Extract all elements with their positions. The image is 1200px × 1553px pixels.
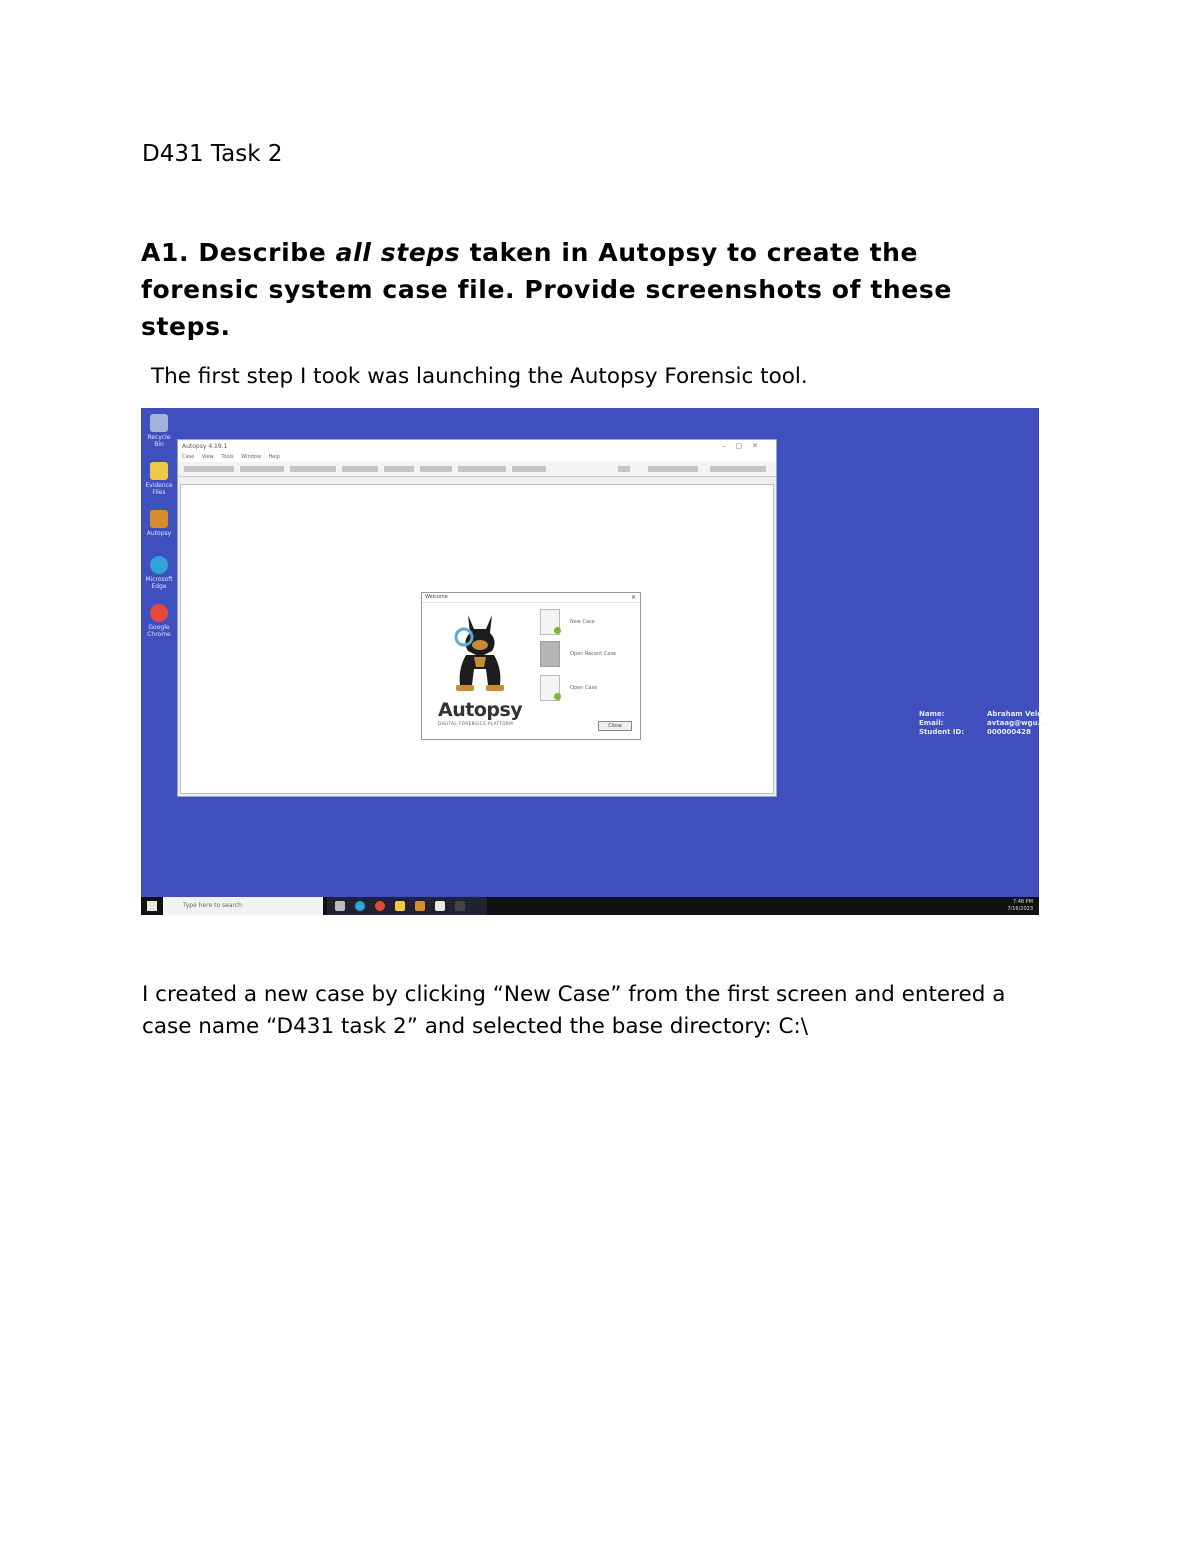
desktop-icon-label: Recycle Bin xyxy=(147,434,171,448)
chrome-icon xyxy=(375,901,385,911)
toolbar-item xyxy=(618,466,630,472)
option-open-recent-case xyxy=(540,641,636,667)
info-label-name: Name: xyxy=(919,710,945,718)
app-icon xyxy=(435,901,445,911)
paragraph-launch: The first step I took was launching the Autopsy Forensic tool. xyxy=(151,364,808,389)
app-toolbar xyxy=(178,462,776,477)
desktop-icon-chrome xyxy=(145,604,173,638)
option-new-case xyxy=(540,609,636,635)
toolbar-item xyxy=(420,466,452,472)
student-info-overlay xyxy=(919,710,1046,737)
option-open-case xyxy=(540,675,636,701)
toolbar-item xyxy=(384,466,414,472)
autopsy-icon xyxy=(150,510,168,528)
menu-view: View xyxy=(201,454,214,460)
window-controls: –□✕ xyxy=(722,442,768,450)
chrome-icon xyxy=(150,604,168,622)
close-icon: ✕ xyxy=(630,594,636,601)
app-content-area xyxy=(180,484,774,794)
windows-start-icon xyxy=(147,901,157,911)
heading-prefix: A1. Describe xyxy=(141,238,336,267)
desktop-icon-label: Evidence Files xyxy=(145,482,173,496)
edge-icon xyxy=(150,556,168,574)
autopsy-screenshot xyxy=(141,408,1046,915)
toolbar-item xyxy=(342,466,378,472)
desktop-icon-recycle-bin xyxy=(145,414,173,448)
toolbar-item xyxy=(648,466,698,472)
toolbar-item xyxy=(710,466,766,472)
autopsy-icon xyxy=(415,901,425,911)
info-value-email: avtaag@wgu... xyxy=(987,719,1046,727)
folder-icon xyxy=(150,462,168,480)
paragraph-new-case: I created a new case by clicking “New Case” from the first screen and entered a case name “D431 task 2” and selected the base directory: C:\ xyxy=(142,982,1006,1039)
menu-tools: Tools xyxy=(221,454,234,460)
taskbar-search: Type here to search xyxy=(163,897,323,915)
welcome-dialog xyxy=(421,592,641,740)
clock-time: 7:48 PM xyxy=(1012,899,1033,905)
recycle-bin-icon xyxy=(150,414,168,432)
info-label-student-id: Student ID: xyxy=(919,728,965,736)
option-label: Open Recent Case xyxy=(570,651,617,657)
task-view-icon xyxy=(335,901,345,911)
app-menubar xyxy=(178,453,776,462)
taskbar-icons xyxy=(327,897,487,915)
welcome-titlebar xyxy=(422,593,640,603)
desktop-icon-label: Microsoft Edge xyxy=(145,576,173,590)
logo-tagline: DIGITAL FORENSICS PLATFORM xyxy=(438,721,514,726)
toolbar-item xyxy=(290,466,336,472)
menu-window: Window xyxy=(241,454,261,460)
option-label: Open Case xyxy=(570,685,598,691)
app-icon xyxy=(455,901,465,911)
info-label-email: Email: xyxy=(919,719,944,727)
plus-badge-icon xyxy=(554,693,561,700)
toolbar-item xyxy=(458,466,506,472)
edge-icon xyxy=(355,901,365,911)
file-explorer-icon xyxy=(395,901,405,911)
autopsy-logo xyxy=(428,607,532,727)
section-heading xyxy=(141,234,1041,345)
autopsy-window xyxy=(177,439,777,797)
menu-help: Help xyxy=(268,454,280,460)
menu-case: Case xyxy=(182,454,195,460)
app-title: Autopsy 4.19.1 xyxy=(182,443,228,450)
toolbar-item xyxy=(512,466,546,472)
document-title: D431 Task 2 xyxy=(142,141,283,167)
clock-date: 7/16/2023 xyxy=(1007,906,1033,912)
app-titlebar xyxy=(178,440,776,453)
info-values xyxy=(987,710,1047,737)
desktop-icon-label: Autopsy xyxy=(146,530,172,537)
desktop-icon-autopsy xyxy=(145,510,173,537)
welcome-close-button: Close xyxy=(598,721,632,731)
info-value-name: Abraham Vele xyxy=(987,710,1042,718)
heading-emphasis: all steps xyxy=(335,238,461,267)
taskbar xyxy=(141,897,1039,915)
toolbar-item xyxy=(184,466,234,472)
info-value-student-id: 000000428 xyxy=(987,728,1031,736)
option-label: New Case xyxy=(570,619,595,625)
toolbar-item xyxy=(240,466,284,472)
heading-suffix: taken in Autopsy to create the forensic system case file. Provide screenshots of these steps. xyxy=(141,238,952,341)
desktop-icon-evidence xyxy=(145,462,173,496)
logo-text: Autopsy xyxy=(438,699,523,721)
welcome-title: Welcome xyxy=(425,594,448,600)
taskbar-clock xyxy=(1007,899,1033,913)
dog-mascot-icon xyxy=(428,607,532,699)
desktop-icon-edge xyxy=(145,556,173,590)
open-recent-case-icon xyxy=(540,641,560,667)
plus-badge-icon xyxy=(554,627,561,634)
desktop-icon-label: Google Chrome xyxy=(147,624,171,638)
